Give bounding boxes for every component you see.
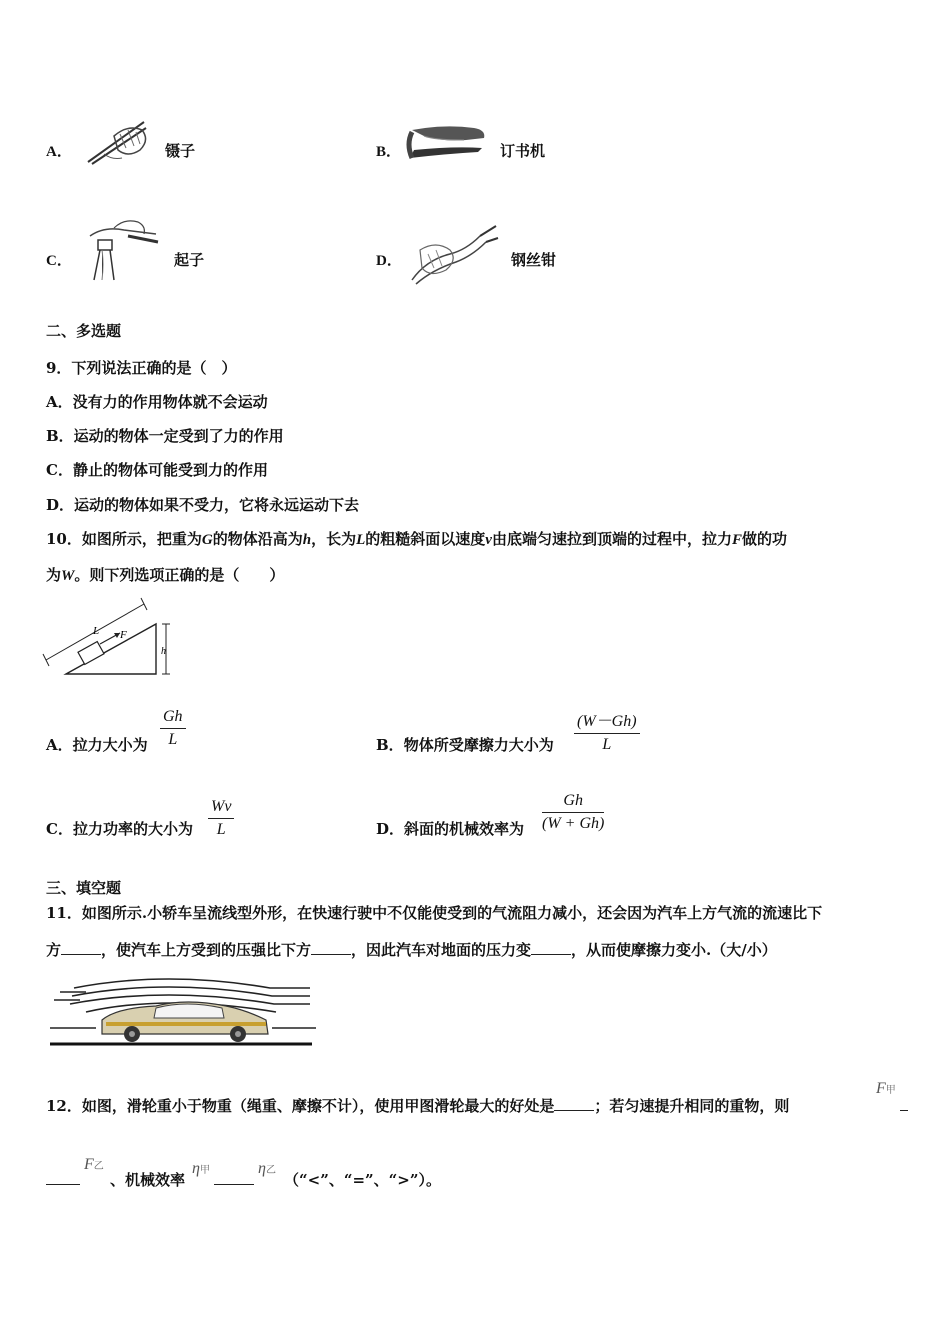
q10-option-c: C．拉力功率的大小为 [46,820,193,838]
q8-option-d-label: 钢丝钳 [511,251,557,269]
q8-option-b-label: 订书机 [500,142,546,160]
q11-stem-line2: 方 ，使汽车上方受到的压强比下方 ，因此汽车对地面的压力变 ，从而使摩擦力变小.（大/小） [46,941,777,959]
incline-label-length: L [93,625,100,637]
q12-eta-yi: η乙 [258,1160,276,1177]
q9-option-b: B．运动的物体一定受到了力的作用 [46,427,284,445]
q10-option-a: A．拉力大小为 [46,736,148,754]
q10-option-b: B．物体所受摩擦力大小为 [376,736,554,754]
q11-stem-line1: 11．如图所示.小轿车呈流线型外形，在快速行驶中不仅能使受到的气流阻力减小，还会因为汽车上方气流的流速比下 [46,904,823,922]
q8-option-c-label: 起子 [174,251,205,269]
q12-blank-3[interactable] [214,1184,254,1185]
q8-option-a-label: 镊子 [165,142,196,160]
q8-option-c-letter: C． [46,253,72,269]
pliers-illustration [406,220,502,288]
incline-figure [40,596,180,682]
q11-blank-3[interactable] [531,940,571,955]
incline-label-height: h [161,646,166,657]
stapler-illustration [404,122,490,168]
section-title-multiple-choice: 二、多选题 [46,322,122,340]
streamlined-car-figure [46,968,318,1052]
q12-f-yi: F乙 [84,1156,104,1173]
q12-blank-2b[interactable] [46,1184,80,1185]
q9-option-c: C．静止的物体可能受到力的作用 [46,461,268,479]
q10-stem-line2: 为W。则下列选项正确的是（ ） [46,566,285,584]
q12-blank-1[interactable] [554,1096,594,1111]
q12-text-efficiency: 、机械效率 [110,1171,186,1189]
incline-label-force: F [120,629,127,641]
q12-blank-2a[interactable] [900,1110,908,1111]
q12-stem-line1: 12．如图，滑轮重小于物重（绳重、摩擦不计），使用甲图滑轮最大的好处是 ；若匀速提升相同的重物，则 [46,1097,790,1115]
q12-eta-jia: η甲 [192,1160,210,1177]
q11-blank-2[interactable] [311,940,351,955]
q10-option-a-fraction: $\frac{Gh}{L}$ [160,708,186,749]
q10-option-c-fraction: $\frac{Wv}{L}$ [208,798,234,839]
q12-text-comparison: （“<”、“=”、“>”）。 [284,1171,441,1189]
q8-option-b-letter: B． [376,144,402,160]
q8-option-d-letter: D． [376,253,402,269]
q11-blank-1[interactable] [61,940,101,955]
tweezers-illustration [84,114,158,170]
q8-option-a-letter: A． [46,144,72,160]
q10-option-d: D．斜面的机械效率为 [376,820,525,838]
section-title-fill-in: 三、填空题 [46,879,122,897]
q9-option-a: A．没有力的作用物体就不会运动 [46,393,268,411]
bottle-opener-illustration [84,214,166,284]
q9-stem: 9．下列说法正确的是（ ） [46,359,237,377]
q12-f-jia: F甲 [876,1080,896,1097]
q10-stem-line1: 10．如图所示，把重为G的物体沿高为h，长为L的粗糙斜面以速度v由底端匀速拉到顶端的过程中，拉力F做的功 [46,530,787,548]
q9-option-d: D．运动的物体如果不受力，它将永远运动下去 [46,496,360,514]
q10-option-d-fraction: $\frac{Gh}{(W + Gh)}$ [542,792,605,832]
q10-option-b-fraction: $\frac{(W-Gh)}{L}$ [574,708,640,754]
